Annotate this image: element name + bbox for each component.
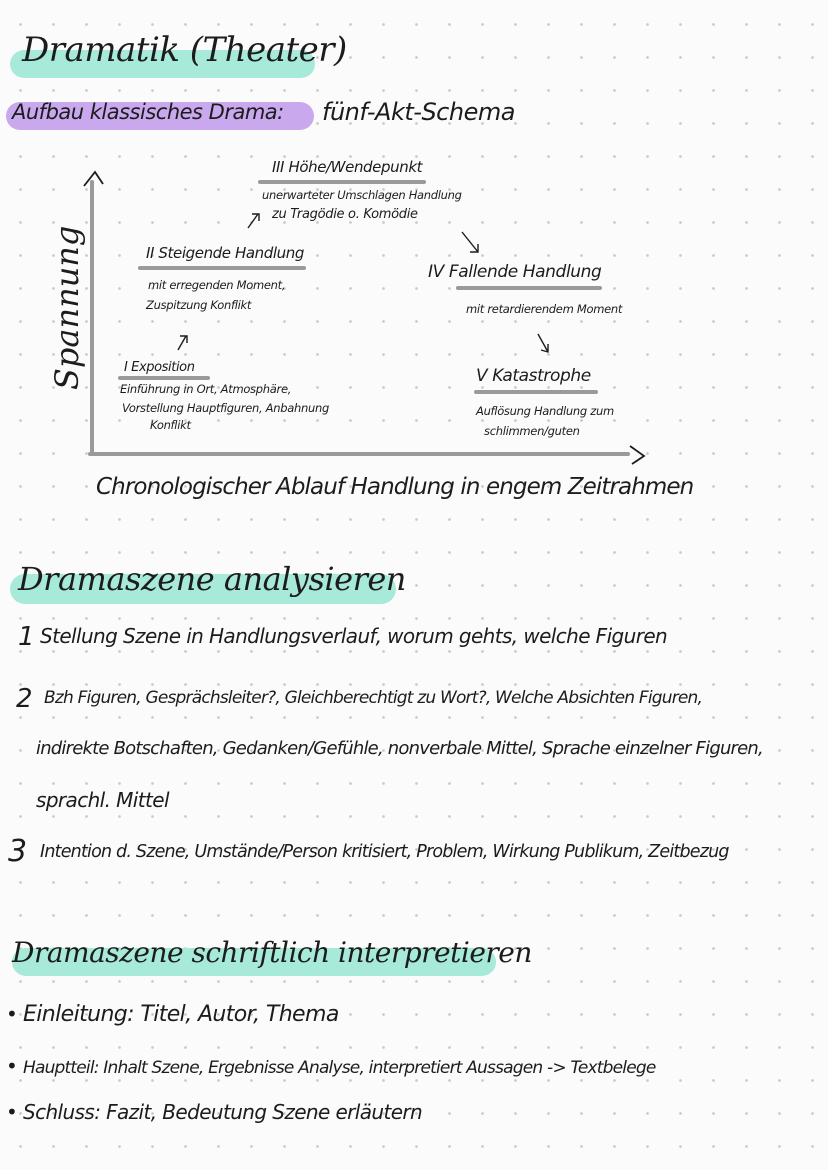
- act-3-title: III Höhe/Wendepunkt: [272, 158, 423, 176]
- bullet-3-text: Schluss: Fazit, Bedeutung Szene erläutern: [22, 1100, 423, 1124]
- act-1-line-3: Konflikt: [150, 418, 191, 432]
- bullet-dot-3: •: [6, 1100, 18, 1124]
- item-1-text: Stellung Szene in Handlungsverlauf, worum gehts, welche Figuren: [40, 624, 668, 648]
- page-title: Dramatik (Theater): [22, 30, 347, 70]
- act-5-title: V Katastrophe: [476, 366, 591, 386]
- subtitle-rest: fünf-Akt-Schema: [322, 98, 515, 126]
- act-3-line-2: zu Tragödie o. Komödie: [272, 207, 418, 222]
- act-1-underline: [118, 376, 210, 380]
- bullet-dot-1: •: [6, 1002, 18, 1026]
- arrow-down-2-icon: [538, 334, 548, 352]
- bullet-1-text: Einleitung: Titel, Autor, Thema: [22, 1002, 339, 1027]
- subtitle-highlighted: Aufbau klassisches Drama:: [12, 100, 284, 124]
- item-1-number: 1: [18, 622, 35, 652]
- act-1-line-1: Einführung in Ort, Atmosphäre,: [120, 382, 292, 396]
- section-2-heading: Dramaszene analysieren: [18, 560, 406, 598]
- act-3-line-1: unerwarteter Umschlagen Handlung: [262, 188, 462, 202]
- arrow-up-2-icon: [248, 214, 259, 228]
- act-3-underline: [258, 180, 426, 184]
- act-5-underline: [474, 390, 598, 394]
- item-3-number: 3: [8, 834, 28, 869]
- act-4-line-1: mit retardierendem Moment: [466, 302, 623, 316]
- act-2-title: II Steigende Handlung: [146, 244, 304, 262]
- bullet-1: [6, 1002, 339, 1027]
- arrow-up-1-icon: [178, 336, 187, 350]
- x-axis-label: Chronologischer Ablauf Handlung in engem Zeitrahmen: [96, 474, 694, 500]
- act-2-line-2: Zuspitzung Konflikt: [146, 298, 252, 312]
- item-2-cont-1: indirekte Botschaften, Gedanken/Gefühle, nonverbale Mittel, Sprache einzelner Figuren,: [36, 738, 763, 759]
- act-4-title: IV Fallende Handlung: [428, 262, 602, 282]
- y-axis-label: Spannung: [48, 225, 86, 390]
- act-1-line-2: Vorstellung Hauptfiguren, Anbahnung: [122, 401, 329, 415]
- arrow-down-1-icon: [462, 232, 478, 252]
- item-3-text: Intention d. Szene, Umstände/Person kritisiert, Problem, Wirkung Publikum, Zeitbezug: [40, 842, 729, 862]
- bullet-2: [6, 1054, 656, 1078]
- act-5-line-1: Auflösung Handlung zum: [476, 404, 614, 418]
- bullet-2-text: Hauptteil: Inhalt Szene, Ergebnisse Analyse, interpretiert Aussagen -> Textbelege: [22, 1058, 656, 1078]
- axes-diagram: [0, 0, 828, 520]
- act-2-line-1: mit erregenden Moment,: [148, 278, 286, 292]
- act-1-title: I Exposition: [124, 360, 195, 375]
- item-2-number: 2: [16, 684, 33, 714]
- bullet-dot-2: •: [6, 1054, 18, 1078]
- bullet-3: [6, 1100, 422, 1124]
- act-2-underline: [138, 266, 306, 270]
- item-2-cont-2: sprachl. Mittel: [36, 788, 169, 812]
- act-4-underline: [456, 286, 602, 290]
- x-axis-arrow-icon: [630, 446, 644, 464]
- act-5-line-2: schlimmen/guten: [484, 424, 580, 438]
- section-3-heading: Dramaszene schriftlich interpretieren: [12, 936, 532, 969]
- item-2-text: Bzh Figuren, Gesprächsleiter?, Gleichberechtigt zu Wort?, Welche Absichten Figuren,: [44, 688, 703, 708]
